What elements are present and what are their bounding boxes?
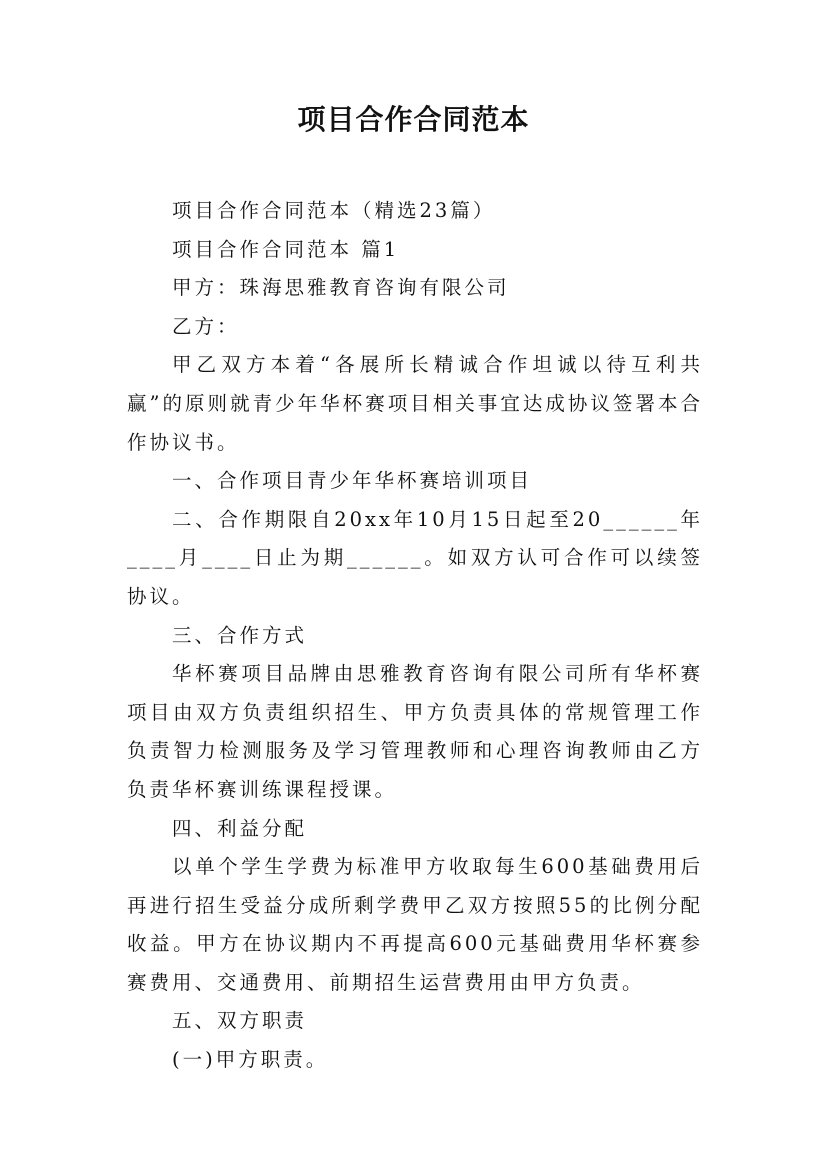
paragraph-clause-5-heading: 五、双方职责 (172, 1009, 308, 1033)
paragraph-clause-2: 二、合作期限自20xx年10月15日起至20______年____月____日止为期______。如双方认可合作可以续签协议。 (127, 507, 703, 608)
paragraph-preamble: 甲乙双方本着“各展所长精诚合作坦诚以待互利共赢”的原则就青少年华杯赛项目相关事宜达成协议签署本合作协议书。 (127, 353, 703, 454)
paragraph-party-b: 乙方： (172, 314, 240, 338)
document-title: 项目合作合同范本 (297, 103, 530, 136)
paragraph-clause-5-sub-1: (一)甲方职责。 (172, 1048, 329, 1072)
paragraph-party-a: 甲方：珠海思雅教育咨询有限公司 (172, 276, 510, 300)
paragraph-clause-4-heading: 四、利益分配 (172, 816, 308, 840)
document-body (127, 192, 703, 1080)
paragraph-section-heading: 项目合作合同范本 篇1 (172, 237, 400, 261)
paragraph-clause-3-body: 华杯赛项目品牌由思雅教育咨询有限公司所有华杯赛项目由双方负责组织招生、甲方负责具体的常规管理工作负责智力检测服务及学习管理教师和心理咨询教师由乙方负责华杯赛训练课程授课。 (127, 662, 703, 801)
paragraph-subtitle: 项目合作合同范本（精选23篇） (172, 199, 496, 222)
paragraph-clause-1: 一、合作项目青少年华杯赛培训项目 (172, 469, 533, 493)
paragraph-clause-4-body: 以单个学生学费为标准甲方收取每生600基础费用后再进行招生受益分成所剩学费甲乙双方按照55的比例分配收益。甲方在协议期内不再提高600元基础费用华杯赛参赛费用、交通费用、前期招生运营费用由甲方负责。 (127, 855, 703, 994)
paragraph-clause-3-heading: 三、合作方式 (172, 623, 308, 647)
